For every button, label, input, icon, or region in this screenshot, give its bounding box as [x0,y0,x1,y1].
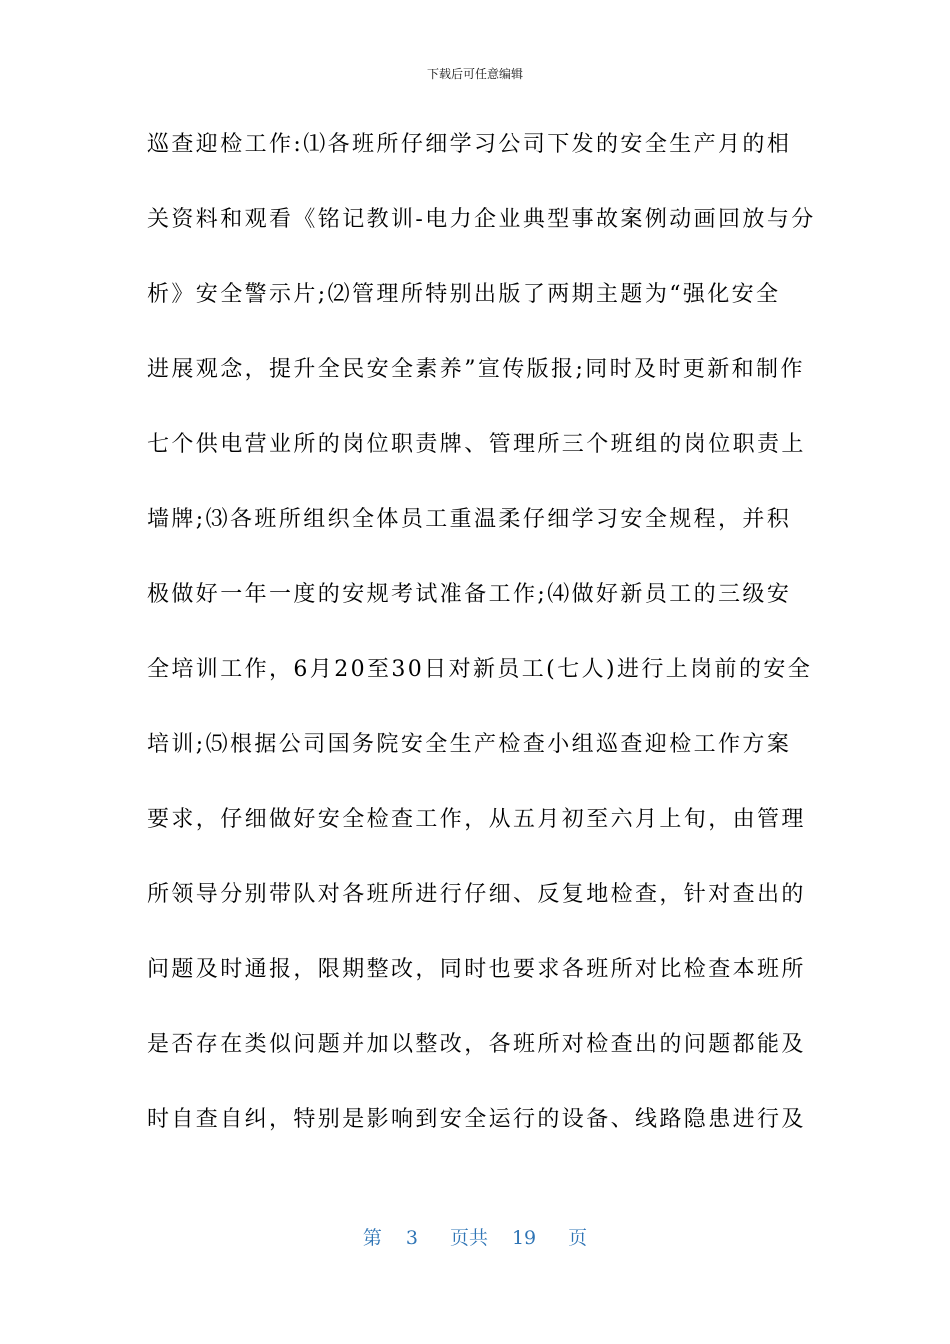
footer-middle: 页共 [449,1227,488,1249]
body-line: 巡查迎检工作:⑴各班所仔细学习公司下发的安全生产月的相 [147,132,792,157]
body-line: 培训;⑸根据公司国务院安全生产检查小组巡查迎检工作方案 [147,732,792,757]
body-line: 所领导分别带队对各班所进行仔细、反复地检查，针对查出的 [147,882,806,907]
page-header-note: 下载后可任意编辑 [426,67,523,81]
footer-prefix: 第 [362,1227,382,1249]
footer-suffix: 页 [568,1227,588,1249]
body-line: 极做好一年一度的安规考试准备工作;⑷做好新员工的三级安 [147,582,792,607]
body-line: 七个供电营业所的岗位职责牌、管理所三个班组的岗位职责上 [147,432,806,457]
body-line: 进展观念，提升全民安全素养”宣传版报;同时及时更新和制作 [147,357,805,382]
body-line: 析》安全警示片;⑵管理所特别出版了两期主题为“强化安全 [147,282,781,307]
body-line: 墙牌;⑶各班所组织全体员工重温柔仔细学习安全规程，并积 [147,507,792,532]
body-line: 全培训工作，6月20至30日对新员工(七人)进行上岗前的安全 [147,657,813,682]
document-body [147,126,817,1176]
page-footer [0,1225,950,1251]
body-line: 要求，仔细做好安全检查工作，从五月初至六月上旬，由管理 [147,807,806,832]
body-line: 关资料和观看《铭记教训-电力企业典型事故案例动画回放与分 [147,207,816,232]
footer-total-pages: 19 [511,1227,537,1249]
footer-current-page: 3 [405,1227,418,1249]
body-line: 时自查自纠，特别是影响到安全运行的设备、线路隐患进行及 [147,1107,806,1132]
body-line: 是否存在类似问题并加以整改，各班所对检查出的问题都能及 [147,1032,806,1057]
body-line: 问题及时通报，限期整改，同时也要求各班所对比检查本班所 [147,957,806,982]
